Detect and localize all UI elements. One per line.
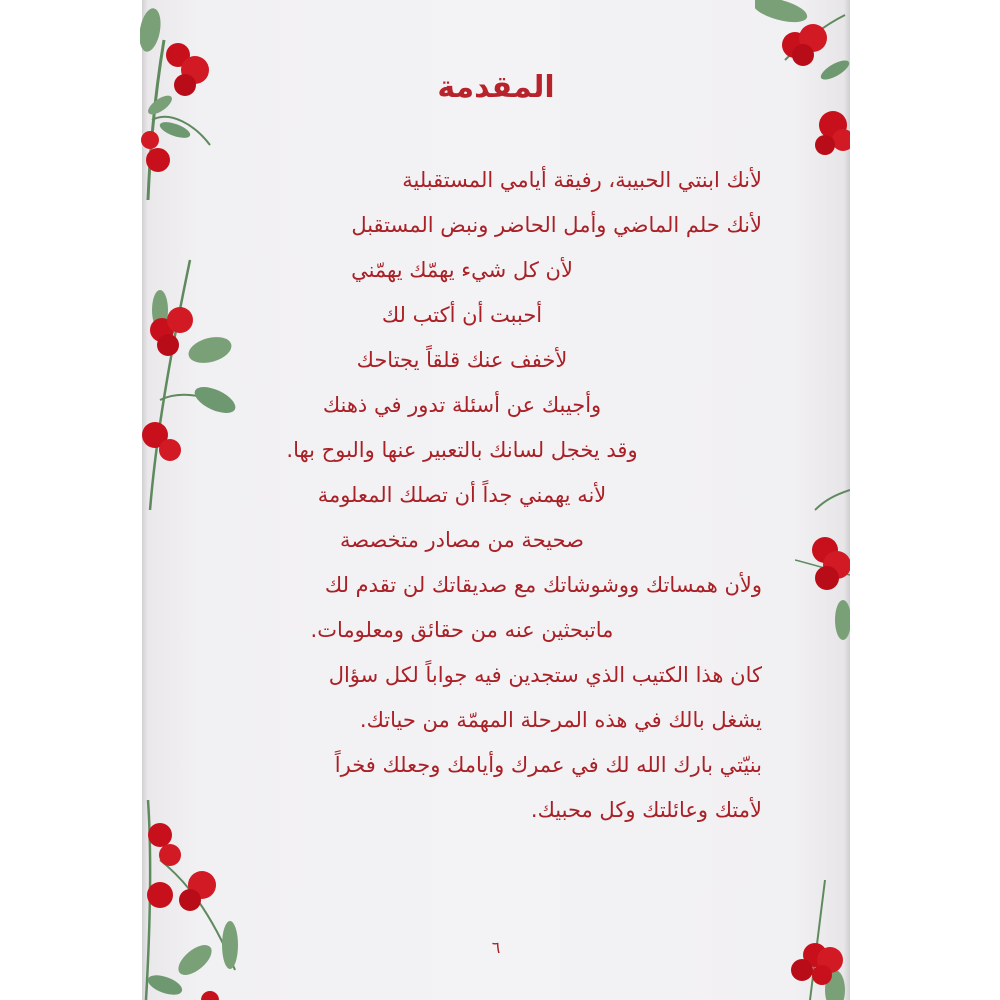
page-title: المقدمة xyxy=(437,70,555,105)
text-line: يشغل بالك في هذه المرحلة المهمّة من حياتك. xyxy=(359,708,762,732)
text-line: ولأن همساتك ووشوشاتك مع صديقاتك لن تقدم لك xyxy=(324,573,762,597)
page-edge-shadow-right xyxy=(844,0,850,1000)
page-number: ٦ xyxy=(491,938,501,957)
text-line: لأن كل شيء يهمّك يهمّني xyxy=(351,258,573,282)
text-line: لأنه يهمني جداً أن تصلك المعلومة xyxy=(317,483,607,507)
text-line: لأنك حلم الماضي وأمل الحاضر ونبض المستقبل xyxy=(351,213,762,237)
text-line: بنيّتي بارك الله لك في عمرك وأيامك وجعلك فخراً xyxy=(334,753,762,777)
text-line: لأنك ابنتي الحبيبة، رفيقة أيامي المستقبلية xyxy=(402,168,762,192)
text-line: كان هذا الكتيب الذي ستجدين فيه جواباً لكل سؤال xyxy=(328,663,762,687)
text-line: أحببت أن أكتب لك xyxy=(381,303,543,327)
text-line: وأجيبك عن أسئلة تدور في ذهنك xyxy=(322,393,602,417)
text-line: لأمتك وعائلتك وكل محبيك. xyxy=(530,798,762,822)
text-line: لأخفف عنك قلقاً يجتاحك xyxy=(356,348,568,372)
introduction-text xyxy=(202,158,762,833)
page-edge-shadow-left xyxy=(142,0,148,1000)
text-line: صحيحة من مصادر متخصصة xyxy=(340,528,584,552)
book-page xyxy=(142,0,850,1000)
text-line: ماتبحثين عنه من حقائق ومعلومات. xyxy=(310,618,614,642)
text-line: وقد يخجل لسانك بالتعبير عنها والبوح بها. xyxy=(286,438,638,462)
